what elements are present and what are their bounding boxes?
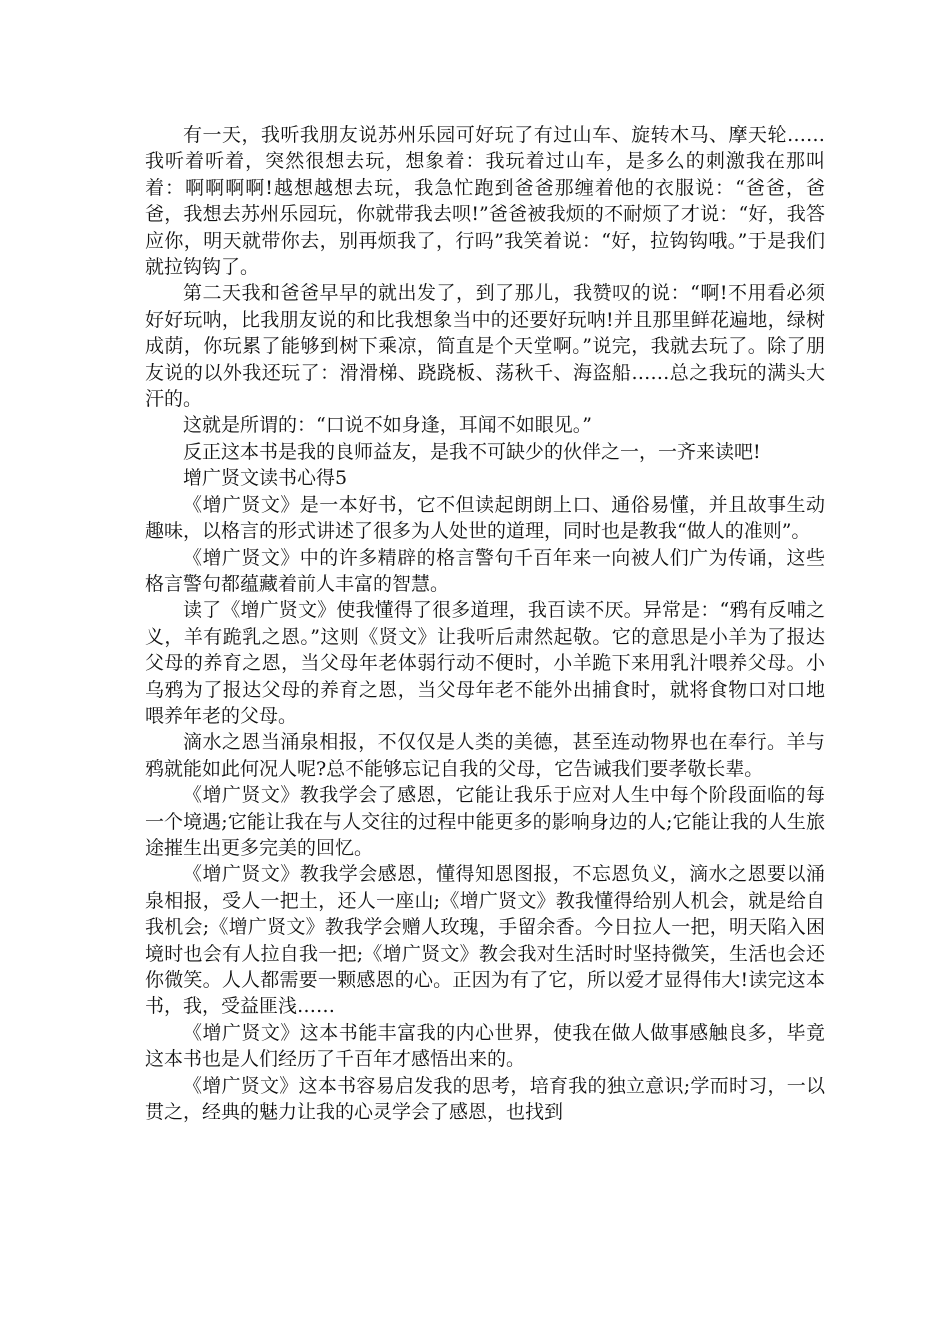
paragraph-filial: 读了《增广贤文》使我懂得了很多道理，我百读不厌。异常是：“鸦有反哺之义，羊有跪乳之恩。”这则《贤文》让我听后肃然起敬。它的意思是小羊为了报达父母的养育之恩，当父母年老体弱行动不便时，小羊跪下来用乳汁喂养父母。小乌鸦为了报达父母的养育之恩，当父母年老不能外出捕食时，就将食物口对口地喂养年老的父母。 — [145, 599, 825, 727]
paragraph-proverb: 这就是所谓的：“口说不如身逢，耳闻不如眼见。” — [183, 414, 592, 437]
paragraph-gratitude-life: 《增广贤文》教我学会了感恩，它能让我乐于应对人生中每个阶段面临的每一个境遇;它能让我在与人交往的过程中能更多的影响身边的人;它能让我的人生旅途摧生出更多完美的回忆。 — [145, 784, 825, 859]
paragraph-book-friend: 反正这本书是我的良师益友，是我不可缺少的伙伴之一，一齐来读吧! — [183, 440, 761, 463]
document-body — [145, 122, 825, 1125]
paragraph-maxims: 《增广贤文》中的许多精辟的格言警句千百年来一向被人们广为传诵，这些格言警句都蕴藏着前人丰富的智慧。 — [145, 546, 825, 595]
paragraph-intro: 《增广贤文》是一本好书，它不但读起朗朗上口、通俗易懂，并且故事生动趣味，以格言的形式讲述了很多为人处世的道理，同时也是教我“做人的准则”。 — [145, 493, 825, 543]
section-heading: 增广贤文读书心得5 — [183, 467, 348, 490]
paragraph-lessons: 《增广贤文》教我学会感恩，懂得知恩图报，不忘恩负义，滴水之恩要以涌泉相报，受人一把土，还人一座山;《增广贤文》教我懂得给别人机会，就是给自我机会;《增广贤文》教我学会赠人玫瑰，手留余香。今日拉人一把，明天陷入困境时也会有人拉自我一把;《增广贤文》教会我对生活时时坚持微笑，生活也会还你微笑。人人都需要一颗感恩的心。正因为有了它，所以爱才显得伟大!读完这本书，我，受益匪浅…… — [145, 863, 825, 1018]
paragraph-trip-day: 第二天我和爸爸早早的就出发了，到了那儿，我赞叹的说：“啊!不用看必须好好玩呐，比我朋友说的和比我想象当中的还要好玩呐!并且那里鲜花遍地，绿树成荫，你玩累了能够到树下乘凉，简直是个天堂啊。”说完，我就去玩了。除了朋友说的以外我还玩了：滑滑梯、跷跷板、荡秋千、海盗船……总之我玩的满头大汗的。 — [145, 282, 825, 411]
paragraph-gratitude-nature: 滴水之恩当涌泉相报，不仅仅是人类的美德，甚至连动物界也在奉行。羊与鸦就能如此何况人呢?总不能够忘记自我的父母，它告诫我们要孝敬长辈。 — [145, 731, 825, 780]
paragraph-trip-plan: 有一天，我听我朋友说苏州乐园可好玩了有过山车、旋转木马、摩天轮……我听着听着，突然很想去玩，想象着：我玩着过山车，是多么的刺激我在那叫着：啊啊啊啊!越想越想去玩，我急忙跑到爸爸那缠着他的衣服说：“爸爸，爸爸，我想去苏州乐园玩，你就带我去呗!”爸爸被我烦的不耐烦了才说：“好，我答应你，明天就带你去，别再烦我了，行吗”我笑着说：“好，拉钩钩哦。”于是我们就拉钩钩了。 — [145, 124, 825, 279]
paragraph-thinking: 《增广贤文》这本书容易启发我的思考，培育我的独立意识;学而时习，一以贯之，经典的魅力让我的心灵学会了感恩，也找到 — [145, 1074, 825, 1124]
paragraph-inner-world: 《增广贤文》这本书能丰富我的内心世界，使我在做人做事感触良多，毕竟这本书也是人们经历了千百年才感悟出来的。 — [145, 1021, 825, 1071]
